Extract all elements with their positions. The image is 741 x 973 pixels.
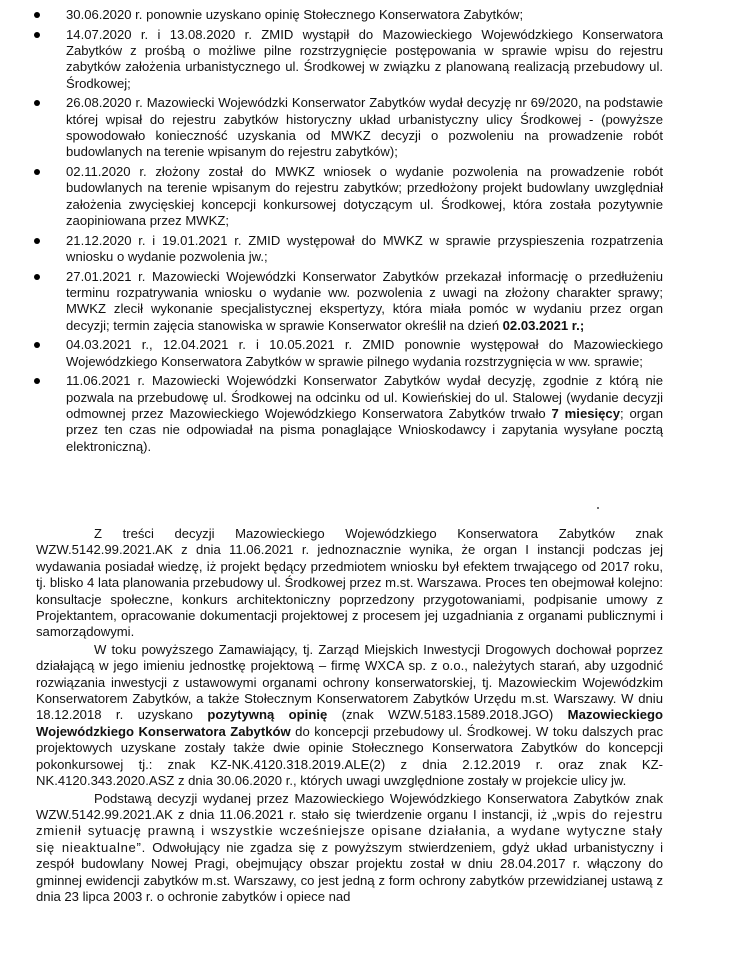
list-item-bold: 02.03.2021 r.; <box>502 317 585 333</box>
bullet-icon <box>34 378 40 384</box>
list-item-text: 04.03.2021 r., 12.04.2021 r. i 10.05.2021 r. ZMID ponownie występował do Mazowieckiego Wojewódzkiego Konserwatora Zabytków w sprawie pilnego wydania rozstrzygnięcia w ww. sprawie; <box>66 337 663 369</box>
list-item <box>0 337 741 370</box>
list-item-text: 30.06.2020 r. ponownie uzyskano opinię Stołecznego Konserwatora Zabytków; <box>66 7 524 22</box>
list-item <box>0 164 741 230</box>
bullet-icon <box>34 238 40 244</box>
stray-dot <box>597 507 599 509</box>
list-item <box>0 233 741 266</box>
paragraph: Podstawą decyzji wydanej przez Mazowieckiego Wojewódzkiego Konserwatora Zabytków znak WZW.5142.99.2021.AK z dnia 11.06.2021 r. stało się twierdzenie organu I instancji, iż „wpis do rejestru zmienił sytuację prawną i wszystkie wcześniejsze opisane działania, a wydane wytyczne stały się nieaktualne”. Odwołujący nie zgadza się z powyższym stwierdzeniem, gdyż układ urbanistyczny i zespół budowlany Nowej Pragi, obejmujący obszar projektu został w dniu 28.04.2017 r. włączony do gminnej ewidencji zabytków m.st. Warszawy, co jest jedną z form ochrony zabytków przewidzianej ustawą z dnia 23 lipca 2003 r. o ochronie zabytków i opiece nad <box>36 790 663 904</box>
list-item-text: 27.01.2021 r. Mazowiecki Wojewódzki Konserwator Zabytków przekazał informację o przedłużeniu terminu rozpatrywania wniosku o wydanie ww. pozwolenia z uwagi na złożony charakter sprawy; MWKZ zlecił wykonanie specjalistycznej ekspertyzy, która miała pomóc w wydaniu przez organ decyzji; termin zajęcia stanowiska w sprawie Konserwator określił na dzień <box>66 268 663 333</box>
bullet-icon <box>34 100 40 106</box>
paragraph: W toku powyższego Zamawiający, tj. Zarząd Miejskich Inwestycji Drogowych dochował poprzez działającą w jego imieniu jednostkę projektową – firmę WXCA sp. z o.o., należytych starań, aby uzgodnić rozwiązania inwestycji z ustawowymi organami ochrony konserwatorskiej, tj. Mazowieckim Wojewódzkim Konserwatorem Zabytków, a także Stołecznym Konserwatorem Zabytków Urzędu m.st. Warszawy. W dniu 18.12.2018 r. uzyskano pozytywną opinię (znak WZW.5183.1589.2018.JGO) Mazowieckiego Wojewódzkiego Konserwatora Zabytków do koncepcji przebudowy ul. Środkowej. W toku dalszych prac projektowych uzyskane zostały także dwie opinie Stołecznego Konserwatora Zabytków do koncepcji pokonkursowej tj.: znak KZ-NK.4120.318.2019.ALE(2) z dnia 2.12.2019 r. oraz znak KZ-NK.4120.343.2020.ASZ z dnia 30.06.2020 r., których uwagi uwzględnione zostały w projekcie ulicy jw. <box>36 641 663 789</box>
bullet-icon <box>34 342 40 348</box>
list-item-text-after: ; organ przez ten czas nie odpowiadał na pisma ponaglające Wnioskodawcy i zapytania wysyłane pocztą elektroniczną). <box>66 406 663 454</box>
timeline-list <box>0 7 741 458</box>
list-item-bold: 7 miesięcy <box>551 406 620 421</box>
bullet-icon <box>34 169 40 175</box>
list-item <box>0 7 741 23</box>
list-item <box>0 27 741 93</box>
paragraph: Z treści decyzji Mazowieckiego Wojewódzkiego Konserwatora Zabytków znak WZW.5142.99.2021.AK z dnia 11.06.2021 r. jednoznacznie wynika, że organ I instancji podczas jej wydawania posiadał wiedzę, iż projekt będący przedmiotem wniosku był efektem trwającego od 2017 roku, tj. blisko 4 lata planowania przebudowy ul. Środkowej przez m.st. Warszawa. Proces ten obejmował kolejno: konsultacje społeczne, konkurs architektoniczny poprzedzony przygotowaniami, podpisanie umowy z Projektantem, opracowanie dokumentacji projektowej z procesem jej uzgadniania z organami publicznymi i samorządowymi. <box>36 526 663 640</box>
list-item-text: 26.08.2020 r. Mazowiecki Wojewódzki Konserwator Zabytków wydał decyzję nr 69/2020, na podstawie której wpisał do rejestru zabytków historyczny układ urbanistyczny ulicy Środkowej - (powyższe spowodowało konieczność uzyskania od MWKZ decyzji o pozwoleniu na prowadzenie robót budowlanych na terenie wpisanym do rejestru zabytków); <box>66 95 663 160</box>
list-item <box>0 373 741 455</box>
list-item <box>0 95 741 161</box>
bullet-icon <box>34 12 40 18</box>
list-item-text: 21.12.2020 r. i 19.01.2021 r. ZMID występował do MWKZ w sprawie przyspieszenia rozpatrzenia wniosku o wydanie pozwolenia jw.; <box>66 232 663 265</box>
list-item-text: 02.11.2020 r. złożony został do MWKZ wniosek o wydanie pozwolenia na prowadzenie robót budowlanych na terenie wpisanym do rejestru zabytków; przedłożony projekt budowlany uwzględniał założenia zwycięskiej koncepcji konkursowej dotyczącym ul. Środkowej, która została pozytywnie zaopiniowana przez MWKZ; <box>66 163 663 229</box>
list-item-text: 14.07.2020 r. i 13.08.2020 r. ZMID wystąpił do Mazowieckiego Wojewódzkiego Konserwatora Zabytków z prośbą o możliwe pilne rozstrzygnięcie postępowania w sprawie wpisu do rejestru zabytków założenia urbanistycznego ul. Środkowej w związku z planowaną realizacją przebudowy ul. Środkowej; <box>66 26 663 91</box>
body-text <box>36 526 663 906</box>
list-item <box>0 269 741 335</box>
bullet-icon <box>34 32 40 38</box>
list-item-text: 11.06.2021 r. Mazowiecki Wojewódzki Konserwator Zabytków wydał decyzję, zgodnie z którą nie pozwala na przebudowę ul. Środkowej na odcinku od ul. Kowieńskiej do ul. Stalowej (wydanie decyzji odmownej przez Mazowieckiego Wojewódzkiego Konserwatora Zabytków trwało <box>66 373 663 421</box>
bullet-icon <box>34 274 40 280</box>
